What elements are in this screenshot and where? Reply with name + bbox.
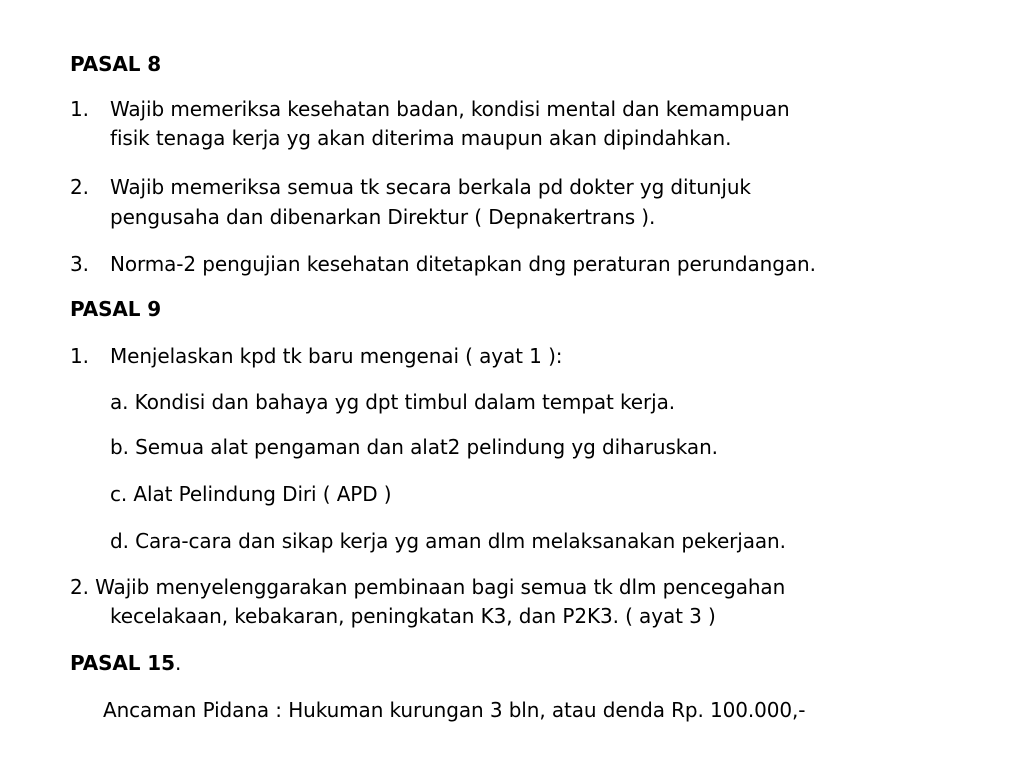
pasal-9-subitem-c: c. Alat Pelindung Diri ( APD ) bbox=[110, 482, 392, 506]
pasal-9-item-1 bbox=[70, 342, 562, 370]
pasal-15-heading-line bbox=[70, 649, 181, 677]
pasal-15-heading-period: . bbox=[174, 651, 182, 675]
pasal-8-item-2-number: 2. bbox=[70, 175, 89, 199]
pasal-8-item-1-line-1 bbox=[70, 95, 790, 123]
pasal-8-item-2-text: Wajib memeriksa semua tk secara berkala pd dokter yg ditunjuk bbox=[110, 175, 751, 199]
pasal-9-subitem-d: d. Cara-cara dan sikap kerja yg aman dlm melaksanakan pekerjaan. bbox=[110, 529, 786, 553]
pasal-8-item-3 bbox=[70, 250, 816, 278]
pasal-9-item-1-text: Menjelaskan kpd tk baru mengenai ( ayat 1 ): bbox=[110, 344, 563, 368]
pasal-8-heading: PASAL 8 bbox=[70, 52, 162, 76]
pasal-8-item-2-line-2: pengusaha dan dibenarkan Direktur ( Depnakertrans ). bbox=[110, 205, 656, 229]
pasal-9-heading: PASAL 9 bbox=[70, 297, 162, 321]
pasal-8-item-1-text: Wajib memeriksa kesehatan badan, kondisi mental dan kemampuan bbox=[110, 97, 790, 121]
pasal-8-item-1-number: 1. bbox=[70, 97, 89, 121]
pasal-8-item-3-number: 3. bbox=[70, 252, 89, 276]
pasal-9-item-1-number: 1. bbox=[70, 344, 89, 368]
pasal-8-item-2-line-1 bbox=[70, 173, 751, 201]
pasal-9-item-2-line-1: 2. Wajib menyelenggarakan pembinaan bagi semua tk dlm pencegahan bbox=[70, 575, 786, 599]
pasal-9-subitem-a: a. Kondisi dan bahaya yg dpt timbul dalam tempat kerja. bbox=[110, 390, 675, 414]
pasal-9-item-2-line-2: kecelakaan, kebakaran, peningkatan K3, dan P2K3. ( ayat 3 ) bbox=[110, 604, 716, 628]
pasal-8-item-3-text: Norma-2 pengujian kesehatan ditetapkan dng peraturan perundangan. bbox=[110, 252, 816, 276]
pasal-15-heading: PASAL 15 bbox=[70, 651, 175, 675]
pasal-15-text: Ancaman Pidana : Hukuman kurungan 3 bln, atau denda Rp. 100.000,- bbox=[103, 698, 806, 722]
pasal-8-item-1-line-2: fisik tenaga kerja yg akan diterima maupun akan dipindahkan. bbox=[110, 126, 732, 150]
pasal-9-subitem-b: b. Semua alat pengaman dan alat2 pelindung yg diharuskan. bbox=[110, 435, 718, 459]
